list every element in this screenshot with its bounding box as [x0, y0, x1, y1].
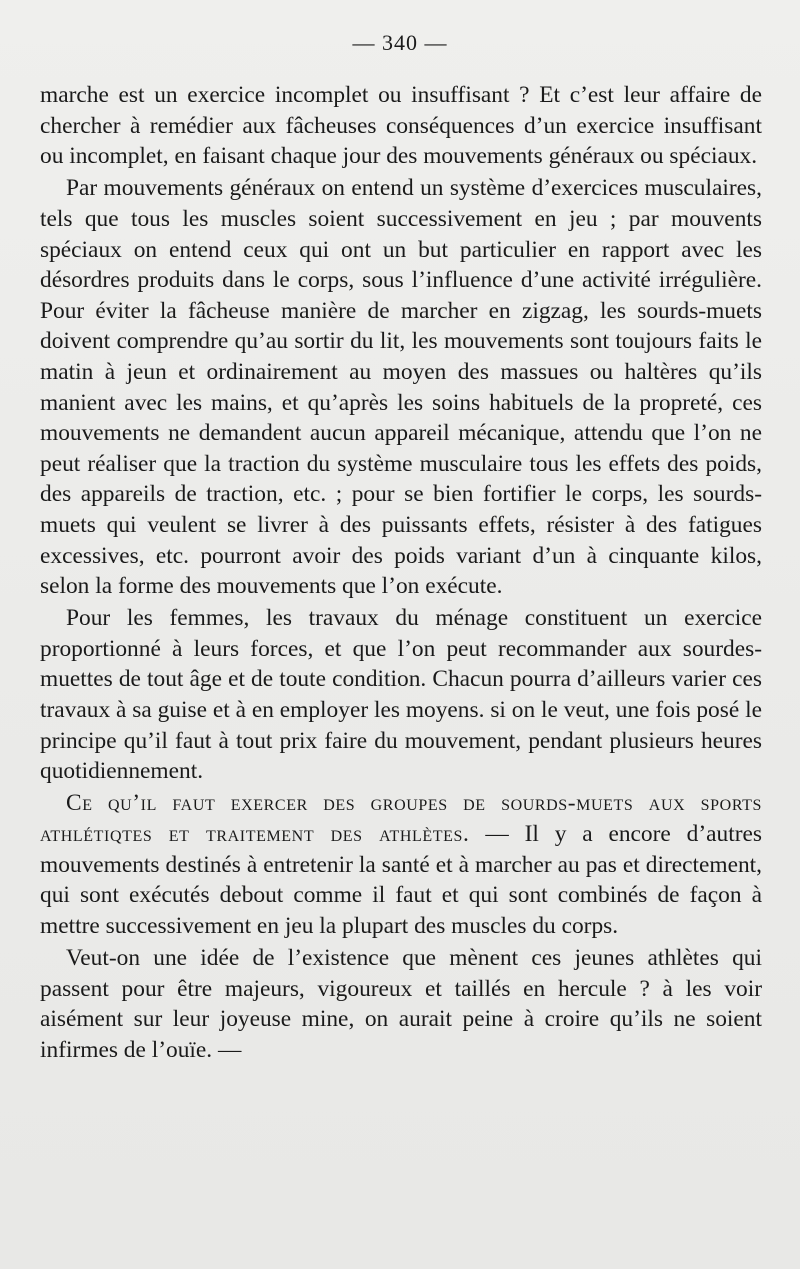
section-heading: Ce qu’il faut exercer des groupes de sourds-muets aux sports athlétiqtes et traitement des athlètes.	[40, 790, 762, 848]
section-body: — Il y a encore d’autres mouvements destinés à entretenir la santé et à marcher au pas et directement, qui sont exécutés debout comme il faut et qui sont combinés de façon à mettre successivement en jeu la plupart des muscles du corps.	[40, 821, 762, 939]
page-number: — 340 —	[352, 30, 448, 55]
paragraph-women: Pour les femmes, les travaux du ménage constituent un exercice proportionné à leurs forces, et que l’on peut recommander aux sourdes-muettes de tout âge et de toute condition. Chacun pourra d’ailleurs varier ces travaux à sa guise et à en employer les moyens. si on le veut, une fois posé le principe qu’il faut à tout prix faire du mouvement, pendant plusieurs heures quotidiennement.	[40, 605, 762, 785]
paragraph-general-movements: Par mouvements généraux on entend un système d’exercices musculaires, tels que tous les muscles soient successivement en jeu ; par mouvents spéciaux on entend ceux qui ont un but particulier en rapport avec les désordres produits dans le corps, sous l’influence d’une activité irrégulière. Pour éviter la fâcheuse manière de marcher en zigzag, les sourds-muets doivent comprendre qu’au sortir du lit, les mouvements sont toujours faits le matin à jeun et ordinairement au moyen des massues ou haltères qu’ils manient avec les mains, et qu’après les soins habituels de la propreté, ces mouvements ne demandent aucun appareil mécanique, attendu que l’on ne peut réaliser que la traction du système musculaire tous les effets des poids, des appareils de traction, etc. ; pour se bien fortifier le corps, les sourds-muets qui veulent se livrer à des puissants effets, résister à des fatigues excessives, etc. pourront avoir des poids variant d’un à cinquante kilos, selon la forme des mouvements que l’on exécute.	[40, 175, 762, 600]
paragraph-closing: Veut-on une idée de l’existence que mènent ces jeunes athlètes qui passent pour être majeurs, vigoureux et taillés en hercule ? à les voir aisément sur leur joyeuse mine, on aurait peine à croire qu’ils ne soient infirmes de l’ouïe. —	[40, 945, 762, 1063]
paragraph-continuation: marche est un exercice incomplet ou insuffisant ? Et c’est leur affaire de chercher à remédier aux fâcheuses conséquences d’un exercice insuffisant ou incomplet, en faisant chaque jour des mouvements généraux ou spéciaux.	[40, 82, 762, 170]
body-text	[40, 80, 762, 1067]
section-paragraph	[40, 788, 762, 941]
